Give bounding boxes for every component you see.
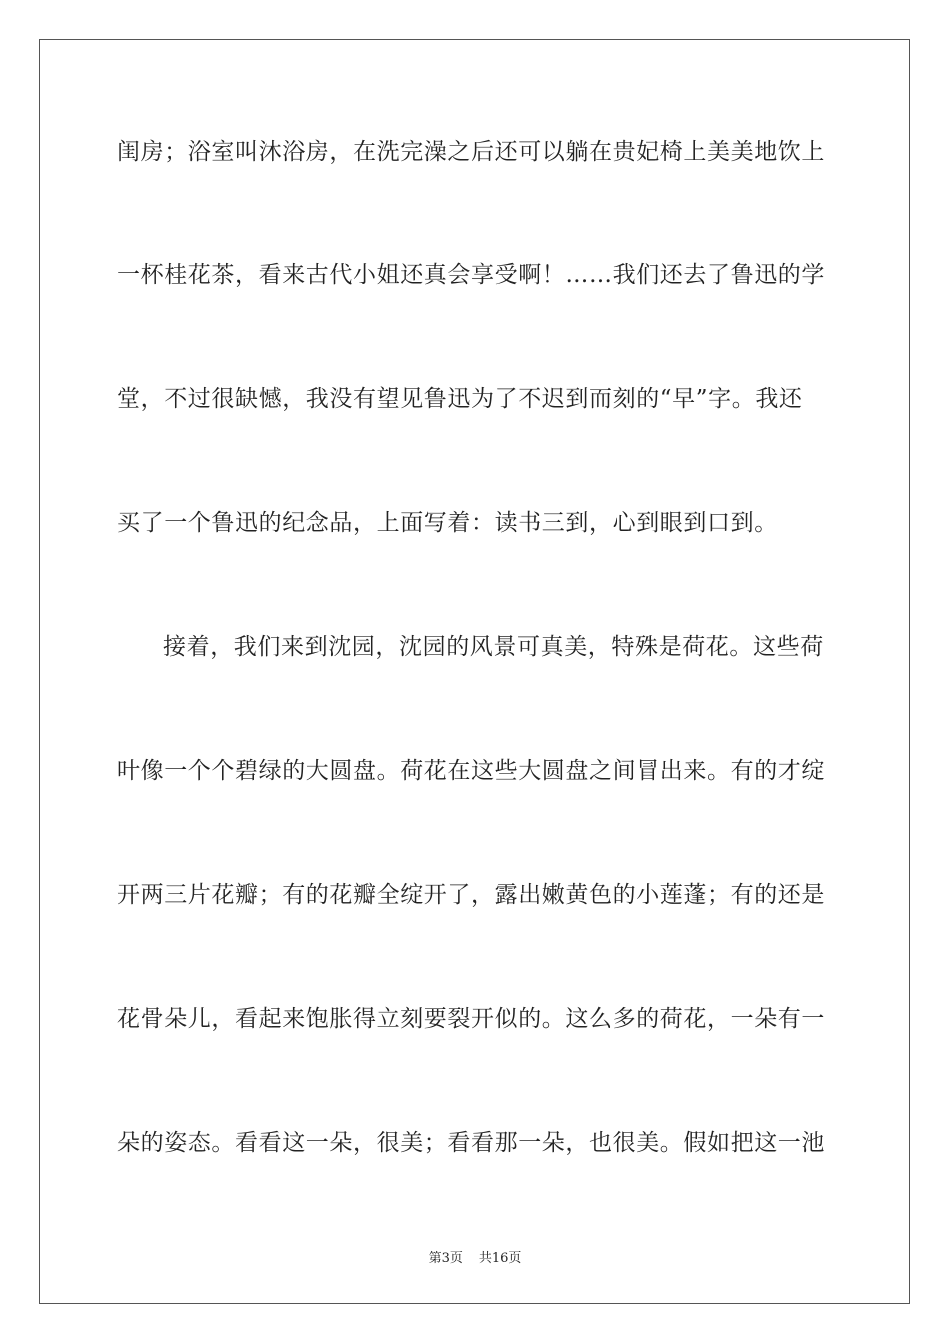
body-line-7: 开两三片花瓣；有的花瓣全绽开了，露出嫩黄色的小莲蓬；有的还是 xyxy=(117,882,825,908)
body-line-9: 朵的姿态。看看这一朵，很美；看看那一朵，也很美。假如把这一池 xyxy=(117,1130,825,1156)
body-line-8: 花骨朵儿，看起来饱胀得立刻要裂开似的。这么多的荷花，一朵有一 xyxy=(117,1006,825,1032)
page-number: 第3页 xyxy=(428,1251,463,1266)
page-border xyxy=(39,39,910,1304)
body-line-1: 闺房；浴室叫沐浴房，在洗完澡之后还可以躺在贵妃椅上美美地饮上 xyxy=(117,139,825,165)
body-line-6: 叶像一个个碧绿的大圆盘。荷花在这些大圆盘之间冒出来。有的才绽 xyxy=(117,758,825,784)
page-footer xyxy=(0,1247,950,1266)
body-line-5-paragraph-start: 接着，我们来到沈园，沈园的风景可真美，特殊是荷花。这些荷 xyxy=(163,634,824,660)
body-line-3: 堂，不过很缺憾，我没有望见鲁迅为了不迟到而刻的“早”字。我还 xyxy=(117,386,803,412)
page-total: 共16页 xyxy=(478,1251,522,1266)
body-line-2: 一杯桂花茶，看来古代小姐还真会享受啊！……我们还去了鲁迅的学 xyxy=(117,262,825,288)
body-line-4: 买了一个鲁迅的纪念品，上面写着：读书三到，心到眼到口到。 xyxy=(117,510,778,536)
